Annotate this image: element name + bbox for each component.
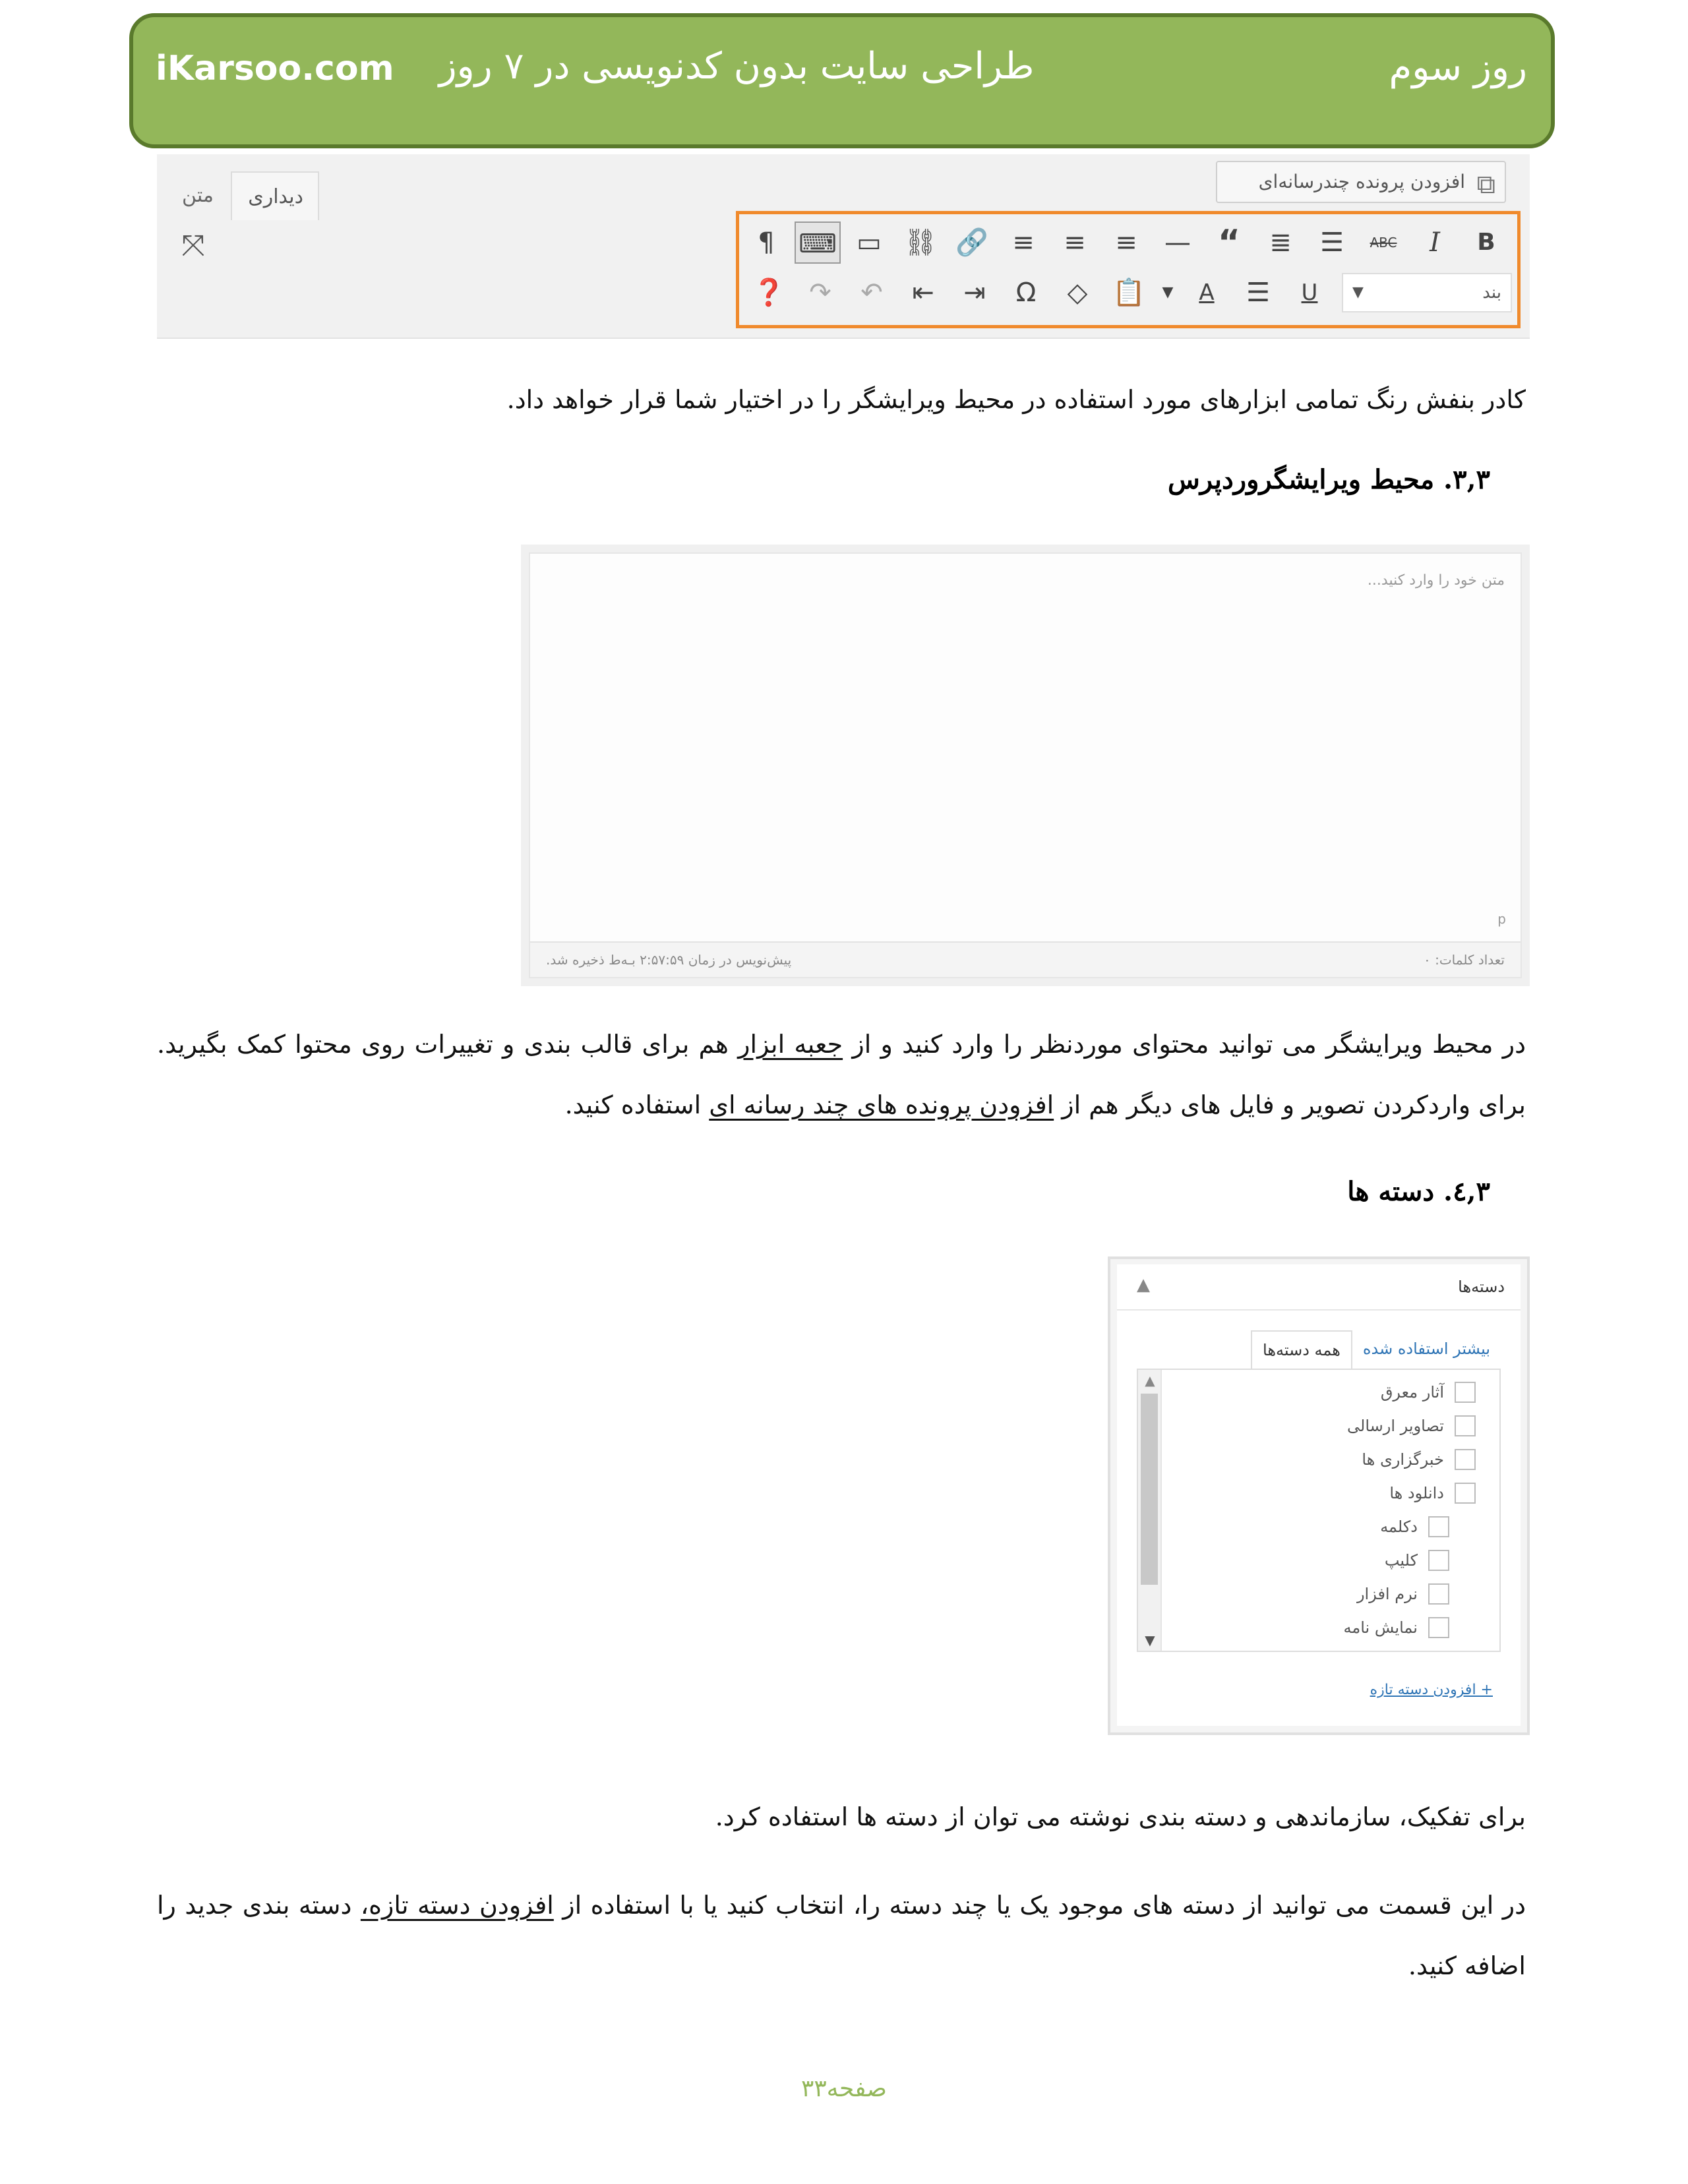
paragraph-text: در محیط ویرایشگر می توانید محتوای موردنظر را وارد کنید و از <box>843 1030 1526 1059</box>
add-category-link: افزودن دسته تازه، <box>360 1891 554 1920</box>
category-label: آثار معرق <box>1380 1383 1444 1402</box>
read-more-icon[interactable]: ▭ <box>857 227 882 258</box>
indent-icon[interactable]: ⇥ <box>963 278 986 308</box>
paste-text-icon[interactable]: 📋 <box>1112 278 1145 308</box>
add-media-link: افزودن پرونده های چند رسانه ای <box>709 1090 1054 1119</box>
paragraph-mark-icon[interactable]: ¶ <box>758 227 775 258</box>
scroll-down-icon[interactable]: ▼ <box>1145 1632 1155 1648</box>
outdent-icon[interactable]: ⇤ <box>912 278 934 308</box>
toolbox-link: جعبه ابزار <box>738 1030 843 1059</box>
horizontal-line-icon[interactable]: — <box>1164 227 1191 258</box>
category-checkbox[interactable] <box>1428 1516 1449 1537</box>
category-item[interactable] <box>1347 1411 1476 1440</box>
tab-visual[interactable]: دیداری <box>231 171 319 220</box>
help-icon[interactable]: ❓ <box>752 278 785 308</box>
category-item[interactable] <box>1385 1546 1449 1575</box>
toolbar-toggle-icon[interactable]: ⌨ <box>795 221 841 264</box>
category-checkbox[interactable] <box>1455 1415 1476 1436</box>
numbered-list-icon[interactable]: ≣ <box>1269 227 1292 258</box>
italic-icon[interactable]: I <box>1430 227 1440 258</box>
category-label: دانلود ها <box>1389 1484 1444 1502</box>
paragraph-text: استفاده کنید. <box>564 1090 709 1119</box>
categories-title: دسته‌ها <box>1458 1278 1505 1296</box>
category-checkbox[interactable] <box>1428 1583 1449 1605</box>
paragraph-text: در این قسمت می توانید از دسته های موجود یک یا چند دسته را، انتخاب کنید یا با استفاده از <box>553 1891 1526 1920</box>
align-left-icon[interactable]: ≡ <box>1115 227 1137 258</box>
category-item[interactable] <box>1362 1445 1476 1474</box>
header-banner <box>129 13 1555 148</box>
category-checkbox[interactable] <box>1428 1617 1449 1638</box>
media-icon: ⧉ <box>1476 169 1495 200</box>
tab-most-used[interactable]: بیشتر استفاده شده <box>1362 1340 1490 1358</box>
align-center-icon[interactable]: ≡ <box>1064 227 1086 258</box>
fullscreen-icon[interactable]: ⤧ <box>181 229 205 262</box>
scroll-up-icon[interactable]: ▲ <box>1145 1372 1155 1388</box>
categories-body <box>1117 1311 1521 1726</box>
category-checkbox[interactable] <box>1455 1449 1476 1470</box>
editor-path: p <box>1497 911 1506 927</box>
editor-area-screenshot <box>521 545 1530 986</box>
clear-format-icon[interactable]: ◇ <box>1067 278 1088 308</box>
section-heading-categories: ۳,٤. دسته ها <box>1347 1176 1490 1207</box>
toolbar-row-2 <box>743 270 1512 316</box>
section-heading-editor: ۳,۳. محیط ویرایشگروردپرس <box>1167 464 1490 495</box>
category-checkbox[interactable] <box>1455 1483 1476 1504</box>
site-name: iKarsoo.com <box>156 49 394 88</box>
add-media-label: افزودن پرونده چندرسانه‌ای <box>1258 171 1465 192</box>
blockquote-icon[interactable]: “ <box>1217 223 1241 262</box>
toolbar-highlight-frame <box>736 211 1521 328</box>
scrollbar-thumb[interactable] <box>1141 1394 1158 1585</box>
categories-scrollbar[interactable] <box>1138 1370 1162 1651</box>
category-label: دکلمه <box>1380 1518 1418 1536</box>
align-right-icon[interactable]: ≡ <box>1012 227 1035 258</box>
paragraph-text: دسته بندی جدید را اضافه کنید. <box>157 1891 1526 1980</box>
toolbar-row-1 <box>740 220 1512 266</box>
categories-tabs <box>1251 1330 1501 1369</box>
format-select-value: بند <box>1482 283 1501 303</box>
add-new-category-link[interactable]: + افزودن دسته تازه <box>1370 1682 1493 1698</box>
editor-placeholder: متن خود را وارد کنید... <box>1367 572 1505 589</box>
paragraph-categories-usage <box>157 1875 1526 1996</box>
category-item[interactable] <box>1389 1479 1476 1508</box>
category-label: خبرگزاری ها <box>1362 1450 1444 1469</box>
text-color-icon[interactable]: A <box>1199 280 1215 306</box>
paragraph-toolbar-description: کادر بنفش رنگ تمامی ابزارهای مورد استفاده در محیط ویرایشگر را در اختیار شما قرار خواهد داد. <box>506 385 1526 414</box>
underline-icon[interactable]: U <box>1301 280 1318 306</box>
word-count: تعداد کلمات: ۰ <box>1423 952 1505 968</box>
category-item[interactable] <box>1344 1613 1450 1642</box>
editor-toolbar-screenshot <box>157 154 1530 339</box>
tab-text[interactable]: متن <box>157 171 228 220</box>
categories-screenshot <box>1108 1256 1530 1735</box>
unlink-icon[interactable]: ⛓ <box>903 227 938 258</box>
category-label: تصاویر ارسالی <box>1347 1417 1444 1435</box>
category-label: کلیپ <box>1384 1551 1418 1570</box>
link-icon[interactable]: 🔗 <box>955 227 988 258</box>
collapse-arrow-icon[interactable]: ▲ <box>1137 1275 1150 1295</box>
paragraph-editor-description <box>157 1014 1526 1135</box>
redo-icon[interactable]: ↷ <box>809 278 831 308</box>
category-item[interactable] <box>1381 1378 1476 1407</box>
categories-list <box>1137 1369 1501 1652</box>
day-label: روز سوم <box>1389 46 1527 89</box>
course-title: طراحی سایت بدون کدنویسی در ۷ روز <box>438 45 1035 88</box>
chevron-down-icon: ▼ <box>1352 284 1364 301</box>
category-item[interactable] <box>1357 1579 1449 1608</box>
paragraph-text: هم برای قالب بندی و تغییرات روی محتوا کمک بگیرید. برای واردکردن تصویر و فایل های دیگر هم از <box>157 1030 1526 1119</box>
editor-content-area[interactable] <box>529 552 1522 978</box>
add-media-button[interactable] <box>1216 161 1506 203</box>
bold-icon[interactable]: B <box>1477 229 1495 256</box>
editor-status-bar <box>530 941 1521 977</box>
bullet-list-icon[interactable]: ☰ <box>1320 227 1344 258</box>
color-dropdown-icon[interactable]: ▼ <box>1162 284 1174 301</box>
tab-all-categories[interactable]: همه دسته‌ها <box>1251 1330 1352 1369</box>
strikethrough-icon[interactable]: ABC <box>1370 235 1397 251</box>
undo-icon[interactable]: ↶ <box>860 278 883 308</box>
category-item[interactable] <box>1380 1512 1449 1541</box>
category-label: نمایش نامه <box>1343 1618 1418 1637</box>
special-char-icon[interactable]: Ω <box>1015 278 1037 308</box>
category-checkbox[interactable] <box>1428 1550 1449 1571</box>
justify-icon[interactable]: ☰ <box>1246 278 1270 308</box>
page-number: صفحه۳۳ <box>801 2075 887 2102</box>
paragraph-categories-purpose: برای تفکیک، سازماندهی و دسته بندی نوشته می توان از دسته ها استفاده کرد. <box>715 1802 1526 1831</box>
category-checkbox[interactable] <box>1455 1382 1476 1403</box>
category-label: نرم افزار <box>1356 1585 1418 1603</box>
categories-header <box>1117 1264 1521 1311</box>
draft-saved-status: پیش‌نویس در زمان ۲:۵۷:۵۹ بـه‌ط ذخیره شد. <box>546 952 792 968</box>
format-select[interactable] <box>1342 273 1512 312</box>
